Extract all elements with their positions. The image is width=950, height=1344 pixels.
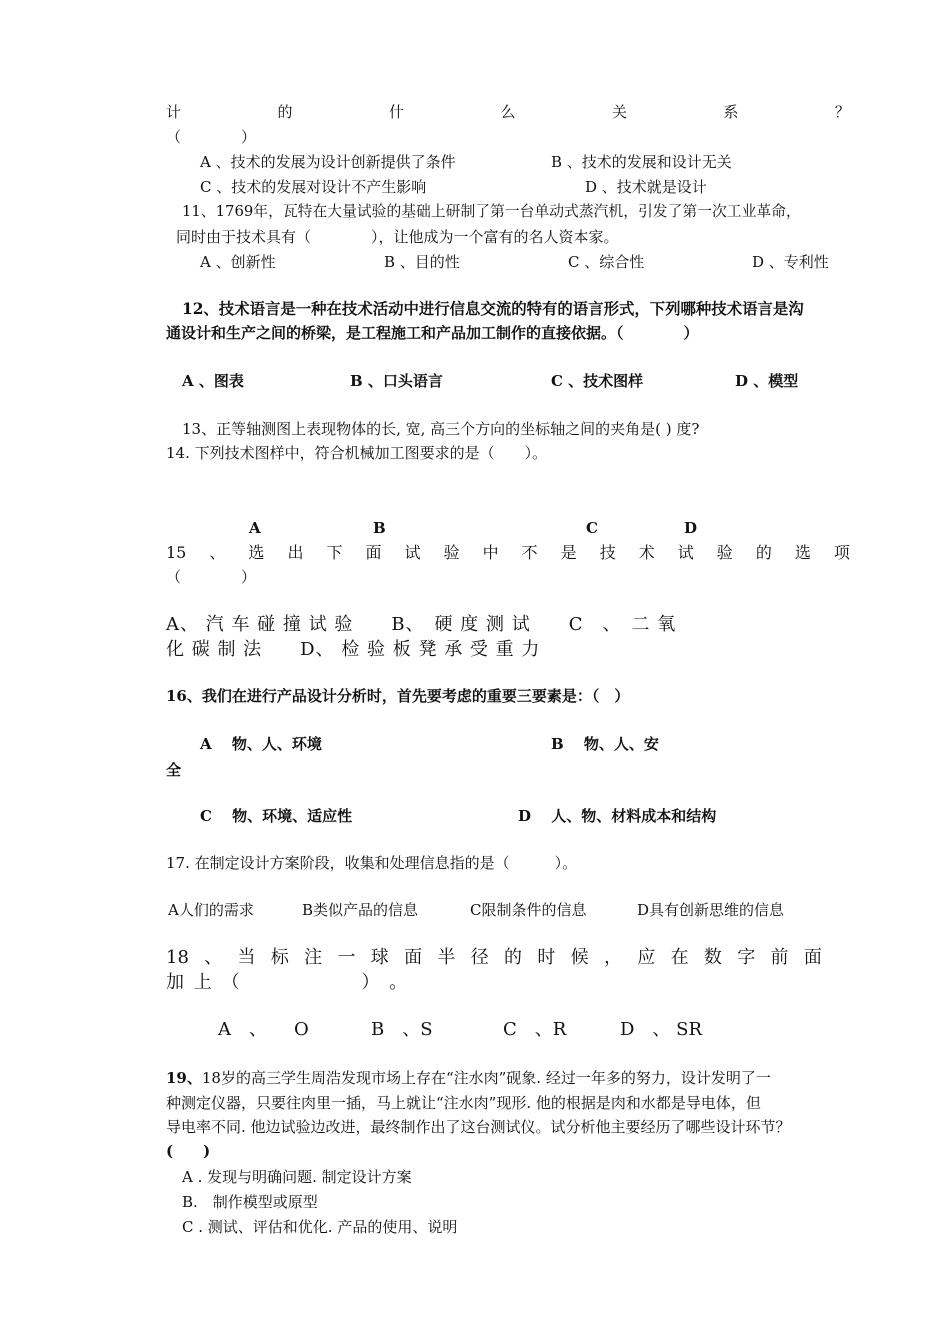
q16-stem: 16、我们在进行产品设计分析时，首先要考虑的重要三要素是：（ ） xyxy=(166,687,630,705)
q15-char: 面 xyxy=(365,543,382,562)
q12-option-c: C 、技术图样 xyxy=(551,372,644,390)
q18-char: 径 xyxy=(470,947,489,968)
q18-char: 应 xyxy=(637,947,656,968)
q12-option-b: B 、口头语言 xyxy=(350,372,443,390)
q18-char: 的 xyxy=(504,947,523,968)
q10-char: 系 xyxy=(723,103,739,121)
q16-option-b-wrap: 全 xyxy=(166,761,182,779)
q18-char: ， xyxy=(603,947,622,968)
q17-stem: 17. 在制定设计方案阶段，收集和处理信息指的是（ ）。 xyxy=(166,854,578,872)
q14-figure-label-c: C xyxy=(586,519,598,537)
q15-char: 术 xyxy=(638,543,655,562)
q10-char: 什 xyxy=(388,103,404,121)
q15-char: 不 xyxy=(521,543,538,562)
q10-char: 么 xyxy=(500,103,516,121)
q15-stem-line1 xyxy=(166,543,850,563)
q15-char: 下 xyxy=(326,543,343,562)
q15-char: 选 xyxy=(794,543,811,562)
q15-answer-blank: （ ） xyxy=(166,568,257,586)
q10-option-b: B 、技术的发展和设计无关 xyxy=(551,153,732,171)
q10-option-a: A 、技术的发展为设计创新提供了条件 xyxy=(200,153,456,171)
q15-options-line2: 化 碳 制 法 D、 检 验 板 凳 承 受 重 力 xyxy=(166,639,541,660)
q17-option-c: C限制条件的信息 xyxy=(470,901,587,919)
q15-char: 15 xyxy=(166,543,187,562)
q13-stem: 13、正等轴测图上表现物体的长, 宽, 高三个方向的坐标轴之间的夹角是( ) 度? xyxy=(182,420,700,438)
q16-option-c: C 物、环境、适应性 xyxy=(200,807,353,825)
q18-option-a: A 、 O xyxy=(218,1019,309,1040)
q15-char: 是 xyxy=(560,543,577,562)
q18-char: 注 xyxy=(304,947,323,968)
q12-stem-line2: 通设计和生产之间的桥梁，是工程施工和产品加工制作的直接依据。（ ） xyxy=(166,324,699,342)
q19-option-b: B. 制作模型或原型 xyxy=(182,1193,318,1211)
q18-char: 面 xyxy=(803,947,822,968)
q18-option-b: B 、S xyxy=(371,1019,433,1040)
q10-option-d: D 、技术就是设计 xyxy=(585,178,707,196)
q18-char: 球 xyxy=(370,947,389,968)
q10-char: ？ xyxy=(834,103,850,121)
q19-stem-line1-text: 18岁的高三学生周浩发现市场上存在“注水肉”砚象. 经过一年多的努力，设计发明了一 xyxy=(201,1069,771,1087)
q11-option-a: A 、创新性 xyxy=(200,253,276,271)
q18-option-d: D 、 SR xyxy=(620,1019,703,1040)
q11-option-d: D 、专利性 xyxy=(752,253,829,271)
q18-char: 面 xyxy=(404,947,423,968)
q12-option-a: A 、图表 xyxy=(182,372,244,390)
q18-option-c: C 、R xyxy=(503,1019,567,1040)
q11-option-b: B 、目的性 xyxy=(384,253,460,271)
q15-char: 验 xyxy=(716,543,733,562)
q12-option-d: D 、模型 xyxy=(735,372,799,390)
q10-answer-blank: （ ） xyxy=(166,128,257,146)
q15-options-line1: A、 汽 车 碰 撞 试 验 B、 硬 度 测 试 C 、 二 氧 xyxy=(166,614,677,635)
q15-char: 的 xyxy=(755,543,772,562)
q10-char: 计 xyxy=(166,103,182,121)
q19-stem-line1 xyxy=(166,1068,771,1088)
q18-char: 数 xyxy=(703,947,722,968)
q15-char: 选 xyxy=(248,543,265,562)
q18-char: 18 xyxy=(166,947,189,968)
q10-char: 关 xyxy=(611,103,627,121)
q18-char: 、 xyxy=(204,947,223,968)
q18-char: 前 xyxy=(770,947,789,968)
q15-char: 试 xyxy=(404,543,421,562)
q15-char: 验 xyxy=(443,543,460,562)
q19-stem-line2: 种测定仪器，只要往肉里一插，马上就让“注水肉”现形. 他的根据是肉和水都是导电体，但 xyxy=(166,1094,761,1112)
q10-line1 xyxy=(166,102,850,122)
q18-stem-line2: 加 上 （ ） 。 xyxy=(166,972,410,993)
q19-answer-blank: ( ) xyxy=(166,1142,211,1160)
q18-char: 一 xyxy=(337,947,356,968)
q19-option-a: A . 发现与明确问题. 制定设计方案 xyxy=(182,1168,412,1186)
q15-char: 中 xyxy=(482,543,499,562)
q18-char: 半 xyxy=(437,947,456,968)
q19-number: 19、 xyxy=(166,1069,202,1087)
q15-char: 试 xyxy=(677,543,694,562)
q10-char: 的 xyxy=(277,103,293,121)
q19-option-c: C . 测试、评估和优化. 产品的使用、说明 xyxy=(182,1218,458,1236)
q15-char: 项 xyxy=(833,543,850,562)
q18-char: 当 xyxy=(237,947,256,968)
q18-char: 时 xyxy=(537,947,556,968)
q16-option-d: D 人、物、材料成本和结构 xyxy=(518,807,717,825)
q15-char: 出 xyxy=(287,543,304,562)
q16-option-b: B 物、人、安 xyxy=(551,735,659,753)
q18-char: 在 xyxy=(670,947,689,968)
q14-figure-label-d: D xyxy=(684,519,698,537)
q18-char: 标 xyxy=(270,947,289,968)
q17-option-d: D具有创新思维的信息 xyxy=(637,901,785,919)
q17-option-b: B类似产品的信息 xyxy=(302,901,419,919)
q14-figure-label-a: A xyxy=(249,519,261,537)
q11-stem-line2: 同时由于技术具有（ ），让他成为一个富有的名人资本家。 xyxy=(176,228,619,246)
q19-stem-line3: 导电率不同. 他边试验边改进，最终制作出了这台测试仪。试分析他主要经历了哪些设计环节？ xyxy=(166,1118,791,1136)
q18-stem-line1 xyxy=(166,946,822,970)
q11-option-c: C 、综合性 xyxy=(568,253,645,271)
q16-option-a: A 物、人、环境 xyxy=(200,735,322,753)
q17-option-a: A人们的需求 xyxy=(168,901,254,919)
q15-char: 、 xyxy=(209,543,226,562)
q14-stem: 14. 下列技术图样中，符合机械加工图要求的是（ ）。 xyxy=(166,444,548,462)
q12-stem-line1: 12、技术语言是一种在技术活动中进行信息交流的特有的语言形式，下列哪种技术语言是沟 xyxy=(182,300,804,318)
q11-stem-line1: 11、1769年，瓦特在大量试验的基础上研制了第一台单动式蒸汽机，引发了第一次工业革命， xyxy=(182,203,801,220)
q14-figure-label-b: B xyxy=(373,519,386,537)
q10-option-c: C 、技术的发展对设计不产生影响 xyxy=(200,178,427,196)
q18-char: 字 xyxy=(737,947,756,968)
q15-char: 技 xyxy=(599,543,616,562)
q18-char: 候 xyxy=(570,947,589,968)
